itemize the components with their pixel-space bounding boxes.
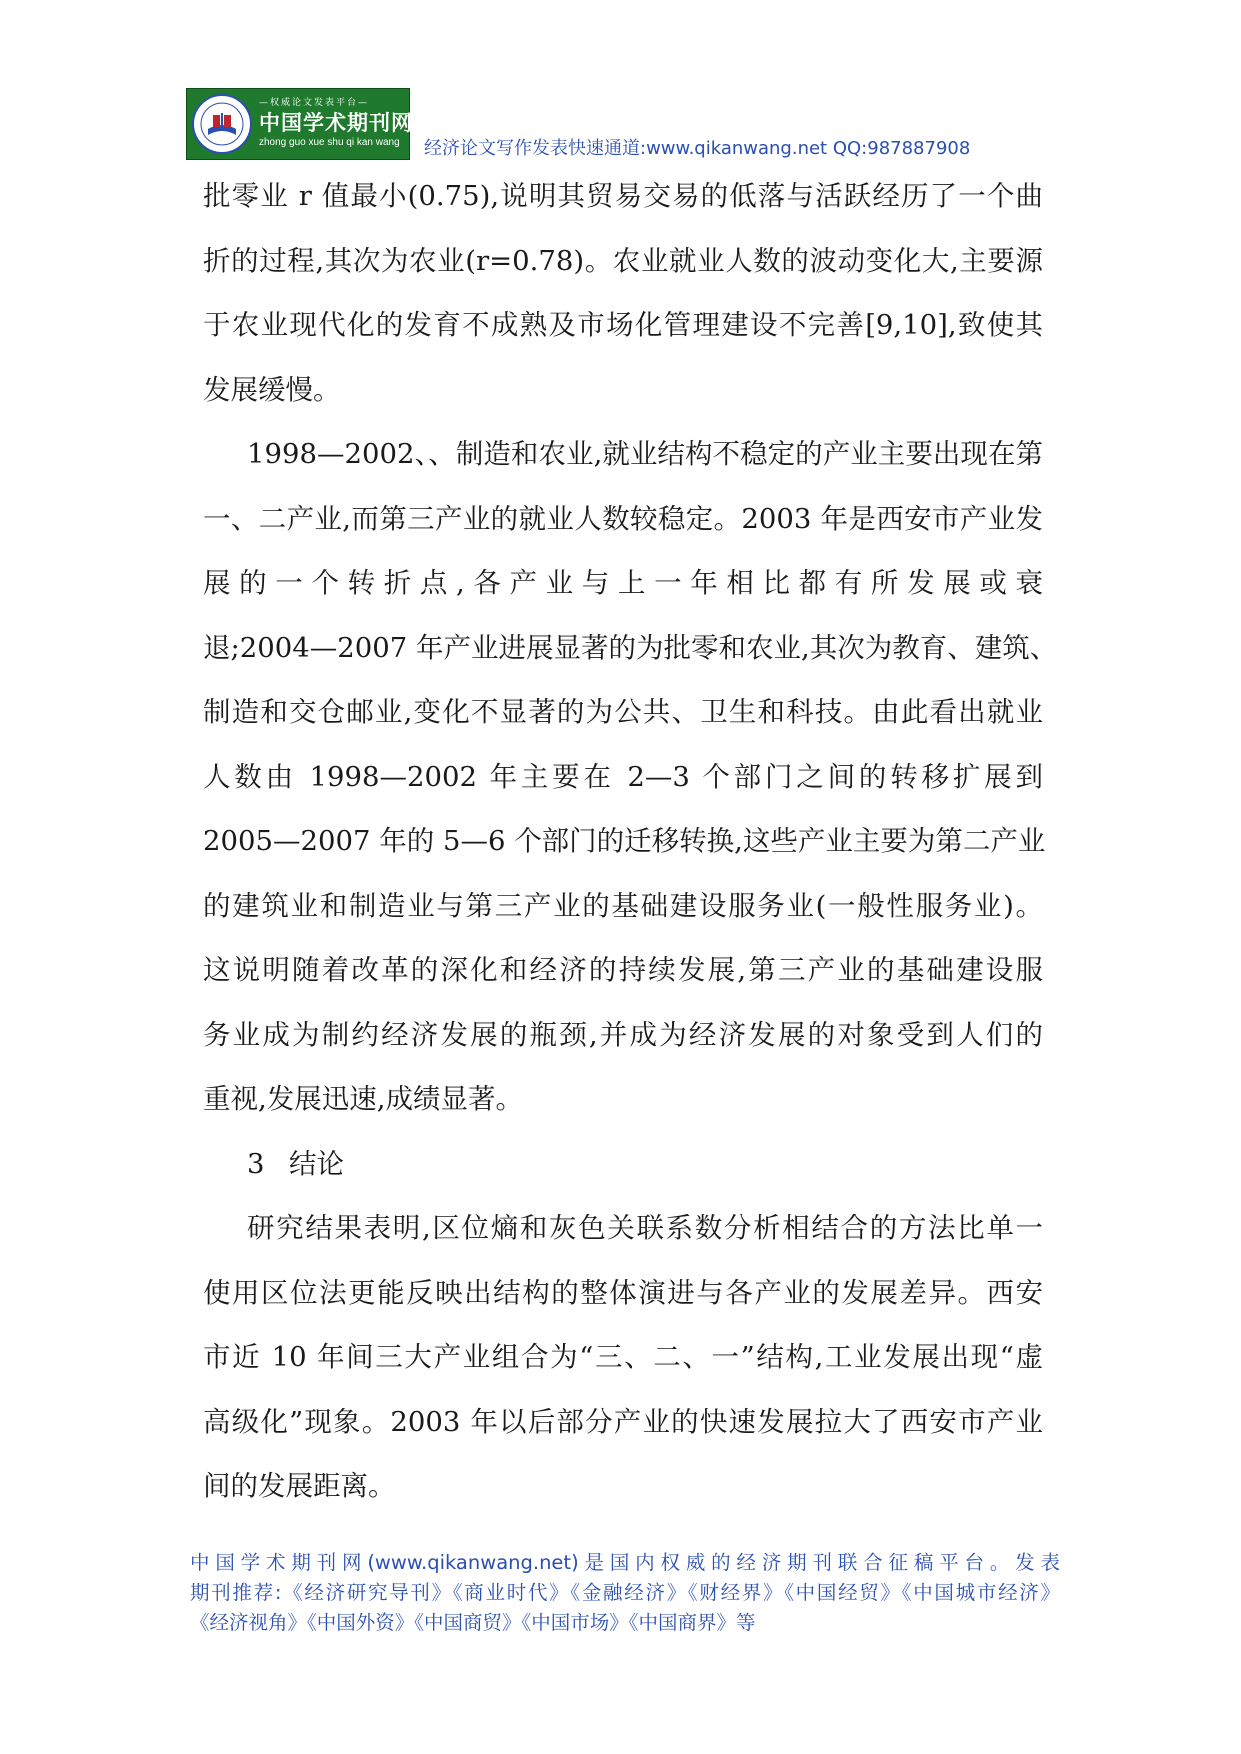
article-body [203,164,1058,1519]
text-line: 使用区位法更能反映出结构的整体演进与各产业的发展差异。西安 [203,1276,1043,1309]
text-line: 重视,发展迅速,成绩显著。 [203,1083,523,1115]
text-line: 一、二产业,而第三产业的就业人数较稳定。2003 年是西安市产业发 [203,502,1043,535]
text-line: 这说明随着改革的深化和经济的持续发展,第三产业的基础建设服 [203,954,1043,986]
text-line: 人数由 1998—2002 年主要在 2—3 个部门之间的转移扩展到 [203,760,1043,793]
text-line: 批零业 r 值最小(0.75),说明其贸易交易的低落与活跃经历了一个曲 [203,180,1043,212]
text-line: 展的一个转折点,各产业与上一年相比都有所发展或衰 [203,567,1043,599]
text-line: 发展缓慢。 [203,373,341,406]
text-line: 的建筑业和制造业与第三产业的基础建设服务业(一般性服务业)。 [203,889,1043,922]
section-number: 3 [247,1147,265,1180]
text-line: 研究结果表明,区位熵和灰色关联系数分析相结合的方法比单一 [247,1212,1043,1244]
text-line: 间的发展距离。 [203,1470,396,1502]
text-line: 制造和交仓邮业,变化不显著的为公共、卫生和科技。由此看出就业 [203,696,1043,728]
site-logo[interactable] [186,88,413,160]
text-line: 务业成为制约经济发展的瓶颈,并成为经济发展的对象受到人们的 [203,1018,1043,1051]
logo-seal-icon [191,93,253,155]
text-line: 折的过程,其次为农业(r=0.78)。农业就业人数的波动变化大,主要源 [203,244,1043,277]
logo-pinyin: zhong guo xue shu qi kan wang [259,137,400,148]
text-line: 市近 10 年间三大产业组合为“三、二、一”结构,工业发展出现“虚 [203,1341,1043,1373]
text-line: 1998—2002、、制造和农业,就业结构不稳定的产业主要出现在第 [247,438,1043,470]
page-header [186,88,1056,160]
text-line: 高级化”现象。2003 年以后部分产业的快速发展拉大了西安市产业 [203,1405,1043,1438]
section-title: 结论 [289,1147,344,1180]
footer-line[interactable]: 中国学术期刊网(www.qikanwang.net)是国内权威的经济期刊联合征稿平台。发表 [190,1551,1060,1574]
page-footer [190,1548,1060,1638]
footer-line: 《经济视角》《中国外资》《中国商贸》《中国市场》《中国商界》等 [190,1611,756,1634]
text-line: 2005—2007 年的 5—6 个部门的迁移转换,这些产业主要为第二产业 [203,825,1046,857]
text-line: 于农业现代化的发育不成熟及市场化管理建设不完善[9,10],致使其 [203,309,1043,341]
footer-line: 期刊推荐:《经济研究导刊》《商业时代》《金融经济》《财经界》《中国经贸》《中国城市经济》 [190,1581,1060,1604]
logo-title: 中国学术期刊网 [259,111,413,135]
header-contact-link[interactable]: 经济论文写作发表快速通道:www.qikanwang.net QQ:987887908 [424,138,971,159]
text-line: 退;2004—2007 年产业进展显著的为批零和农业,其次为教育、建筑、 [203,631,1058,664]
section-heading [203,1132,1043,1197]
logo-tagline: —权威论文发表平台— [259,98,370,108]
